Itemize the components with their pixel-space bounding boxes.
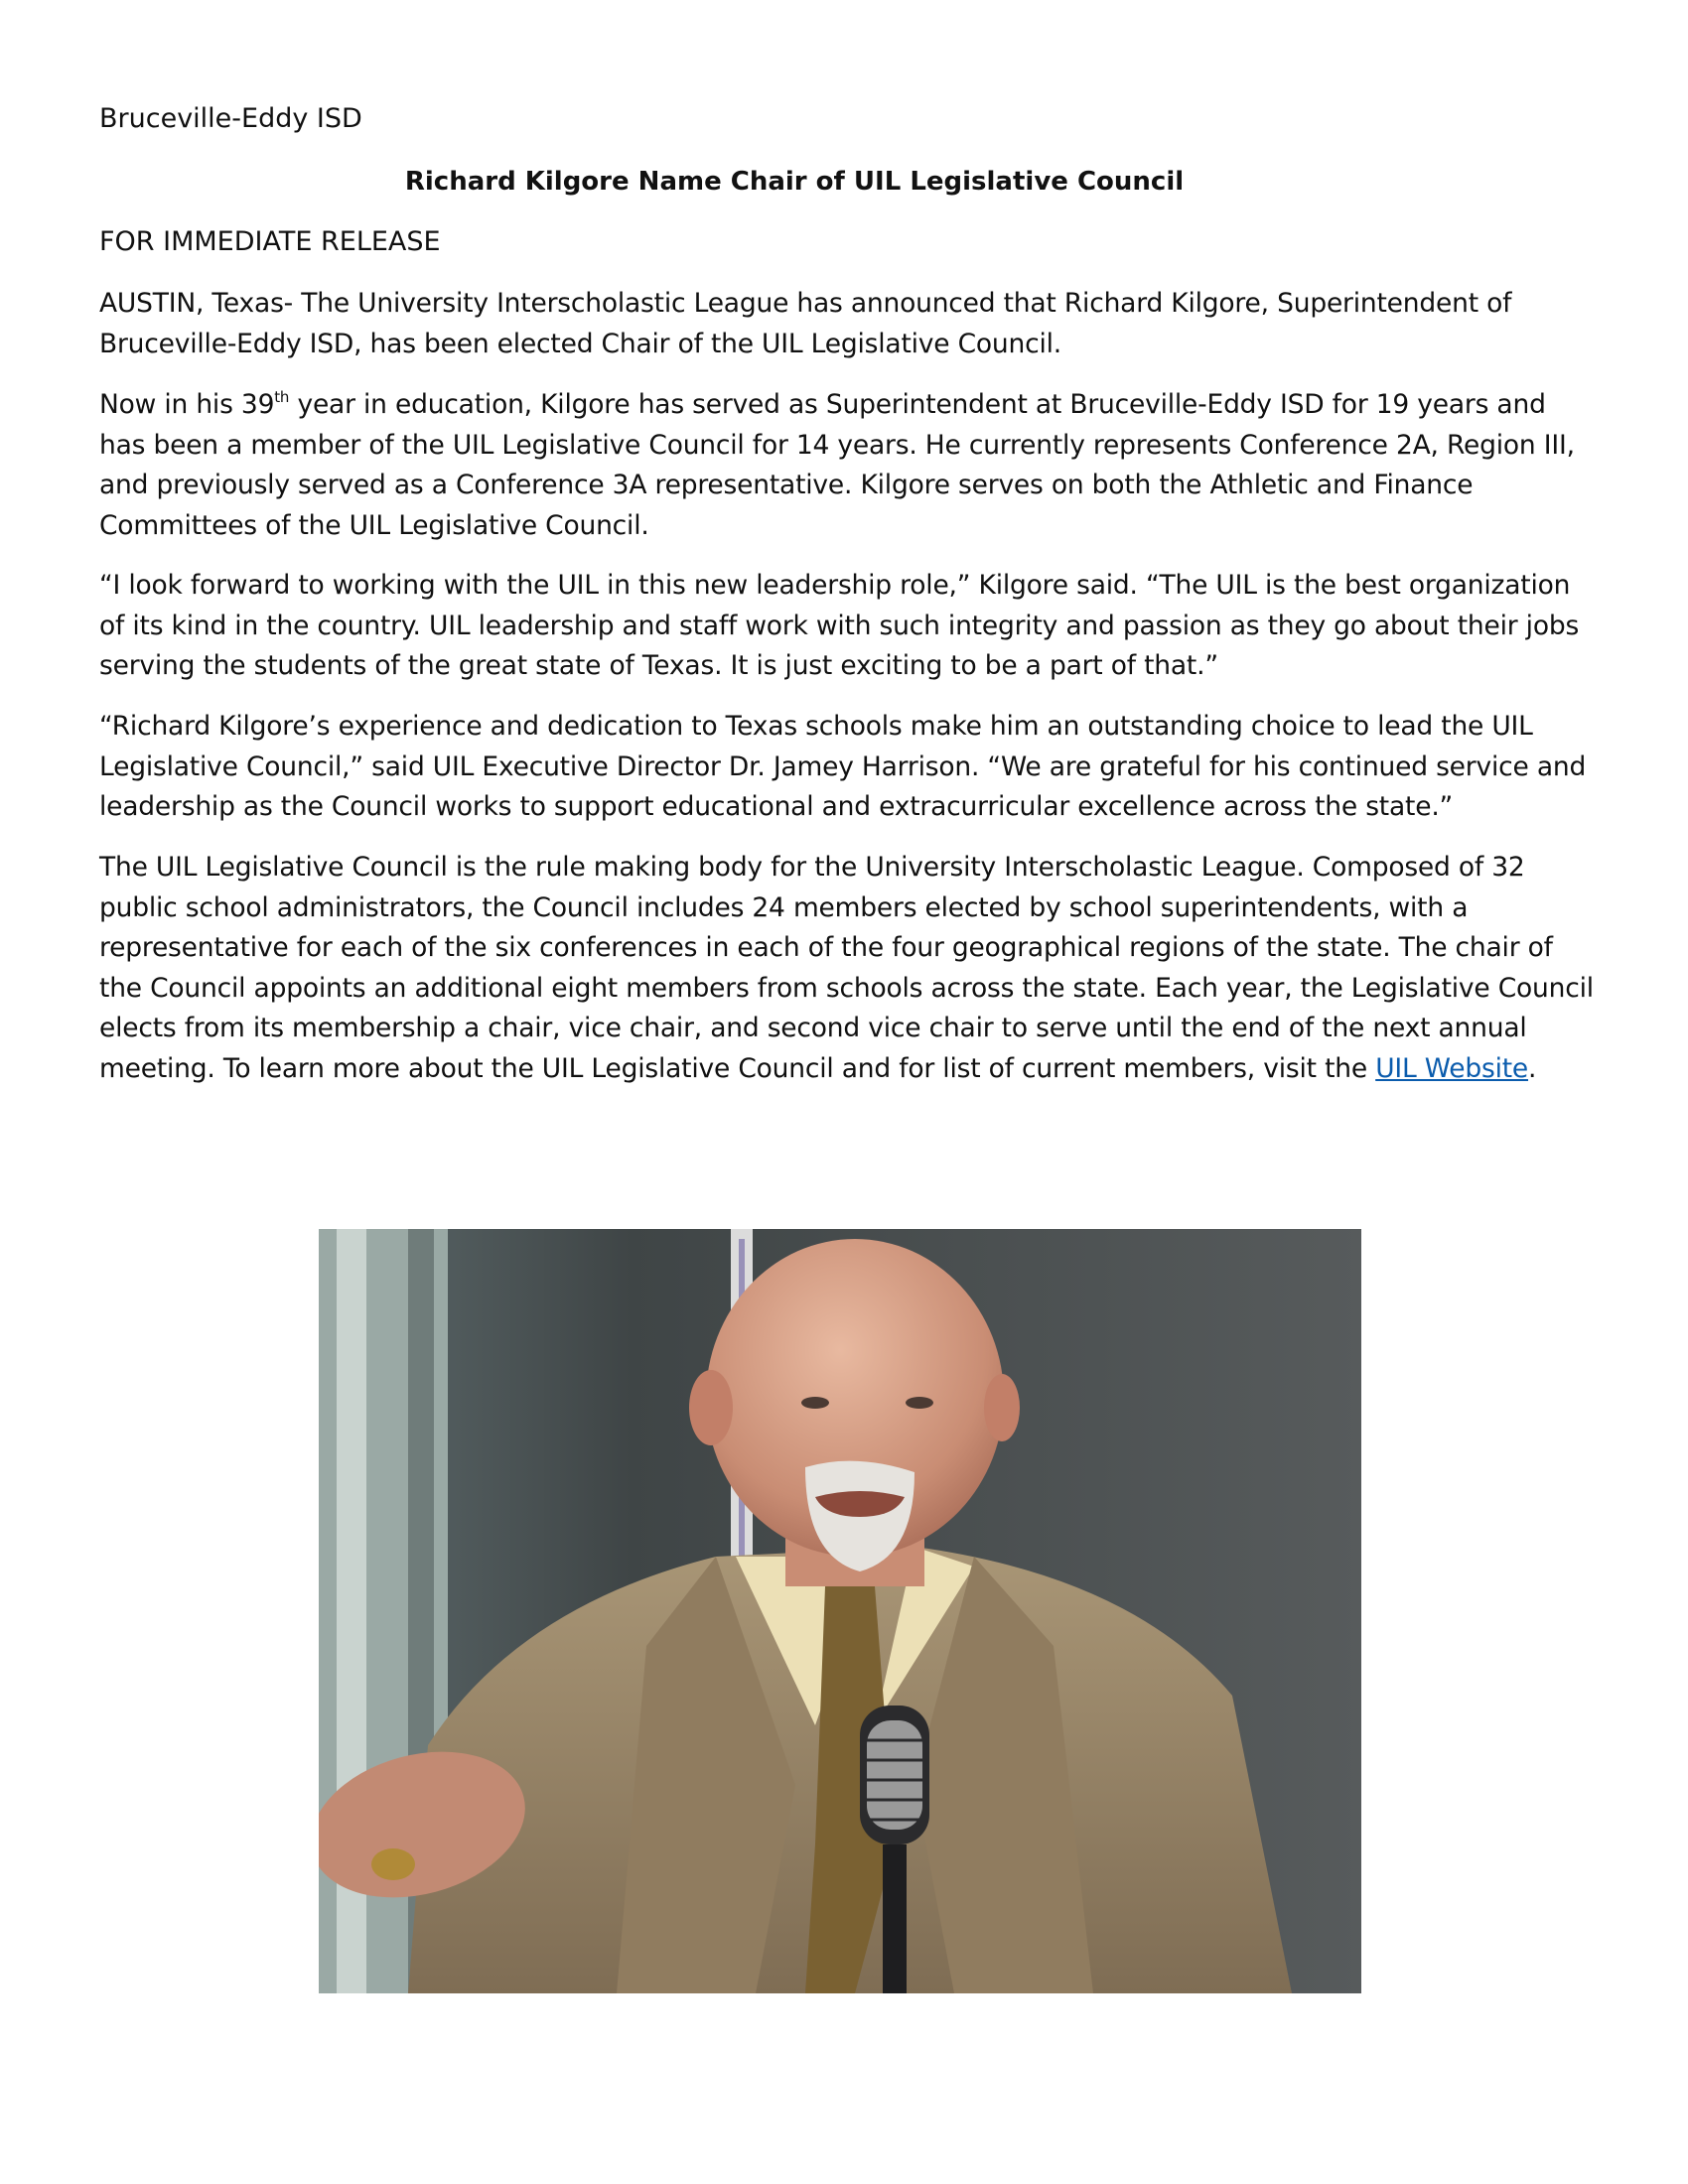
ordinal-suffix: th	[274, 388, 290, 406]
organization-name: Bruceville-Eddy ISD	[99, 103, 362, 134]
paragraph-council-info	[99, 848, 1599, 1089]
portrait-photo	[319, 1229, 1361, 1993]
paragraph-background-start: Now in his 39	[99, 389, 275, 420]
paragraph-background-rest: year in education, Kilgore has served as Superintendent at Bruceville-Eddy ISD for 19 years and has been a member of the UIL Legislative Council for 14 years. He currently represents Conference 2A, Region III, and previously served as a Conference 3A representative. Kilgore serves on both the Athletic and Finance Committees of the UIL Legislative Council.	[99, 389, 1575, 541]
paragraph-council-text: The UIL Legislative Council is the rule making body for the University Interscholastic League. Composed of 32 public school administrators, the Council includes 24 members elected by school superintendents, with a representative for each of the six conferences in each of the four geographical regions of the state. The chair of the Council appoints an additional eight members from schools across the state. Each year, the Legislative Council elects from its membership a chair, vice chair, and second vice chair to serve until the end of the next annual meeting. To learn more about the UIL Legislative Council and for list of current members, visit the	[99, 852, 1594, 1084]
page-title: Richard Kilgore Name Chair of UIL Legislative Council	[404, 167, 1185, 197]
paragraph-announcement: AUSTIN, Texas- The University Interscholastic League has announced that Richard Kilgore, Superintendent of Bruceville-Eddy ISD, has been elected Chair of the UIL Legislative Council.	[99, 288, 1512, 359]
paragraph-background	[99, 385, 1599, 546]
uil-website-link[interactable]: UIL Website	[1375, 1052, 1529, 1084]
paragraph-kilgore-quote: “I look forward to working with the UIL in this new leadership role,” Kilgore said. “The UIL is the best organization of its kind in the country. UIL leadership and staff work with such integrity and passion as they go about their jobs serving the students of the great state of Texas. It is just exciting to be a part of that.”	[99, 570, 1580, 681]
paragraph-council-end: .	[1528, 1052, 1537, 1084]
release-label: FOR IMMEDIATE RELEASE	[99, 226, 441, 257]
paragraph-harrison-quote: “Richard Kilgore’s experience and dedication to Texas schools make him an outstanding choice to lead the UIL Legislative Council,” said UIL Executive Director Dr. Jamey Harrison. “We are grateful for his continued service and leadership as the Council works to support educational and extracurricular excellence across the state.”	[99, 711, 1587, 822]
